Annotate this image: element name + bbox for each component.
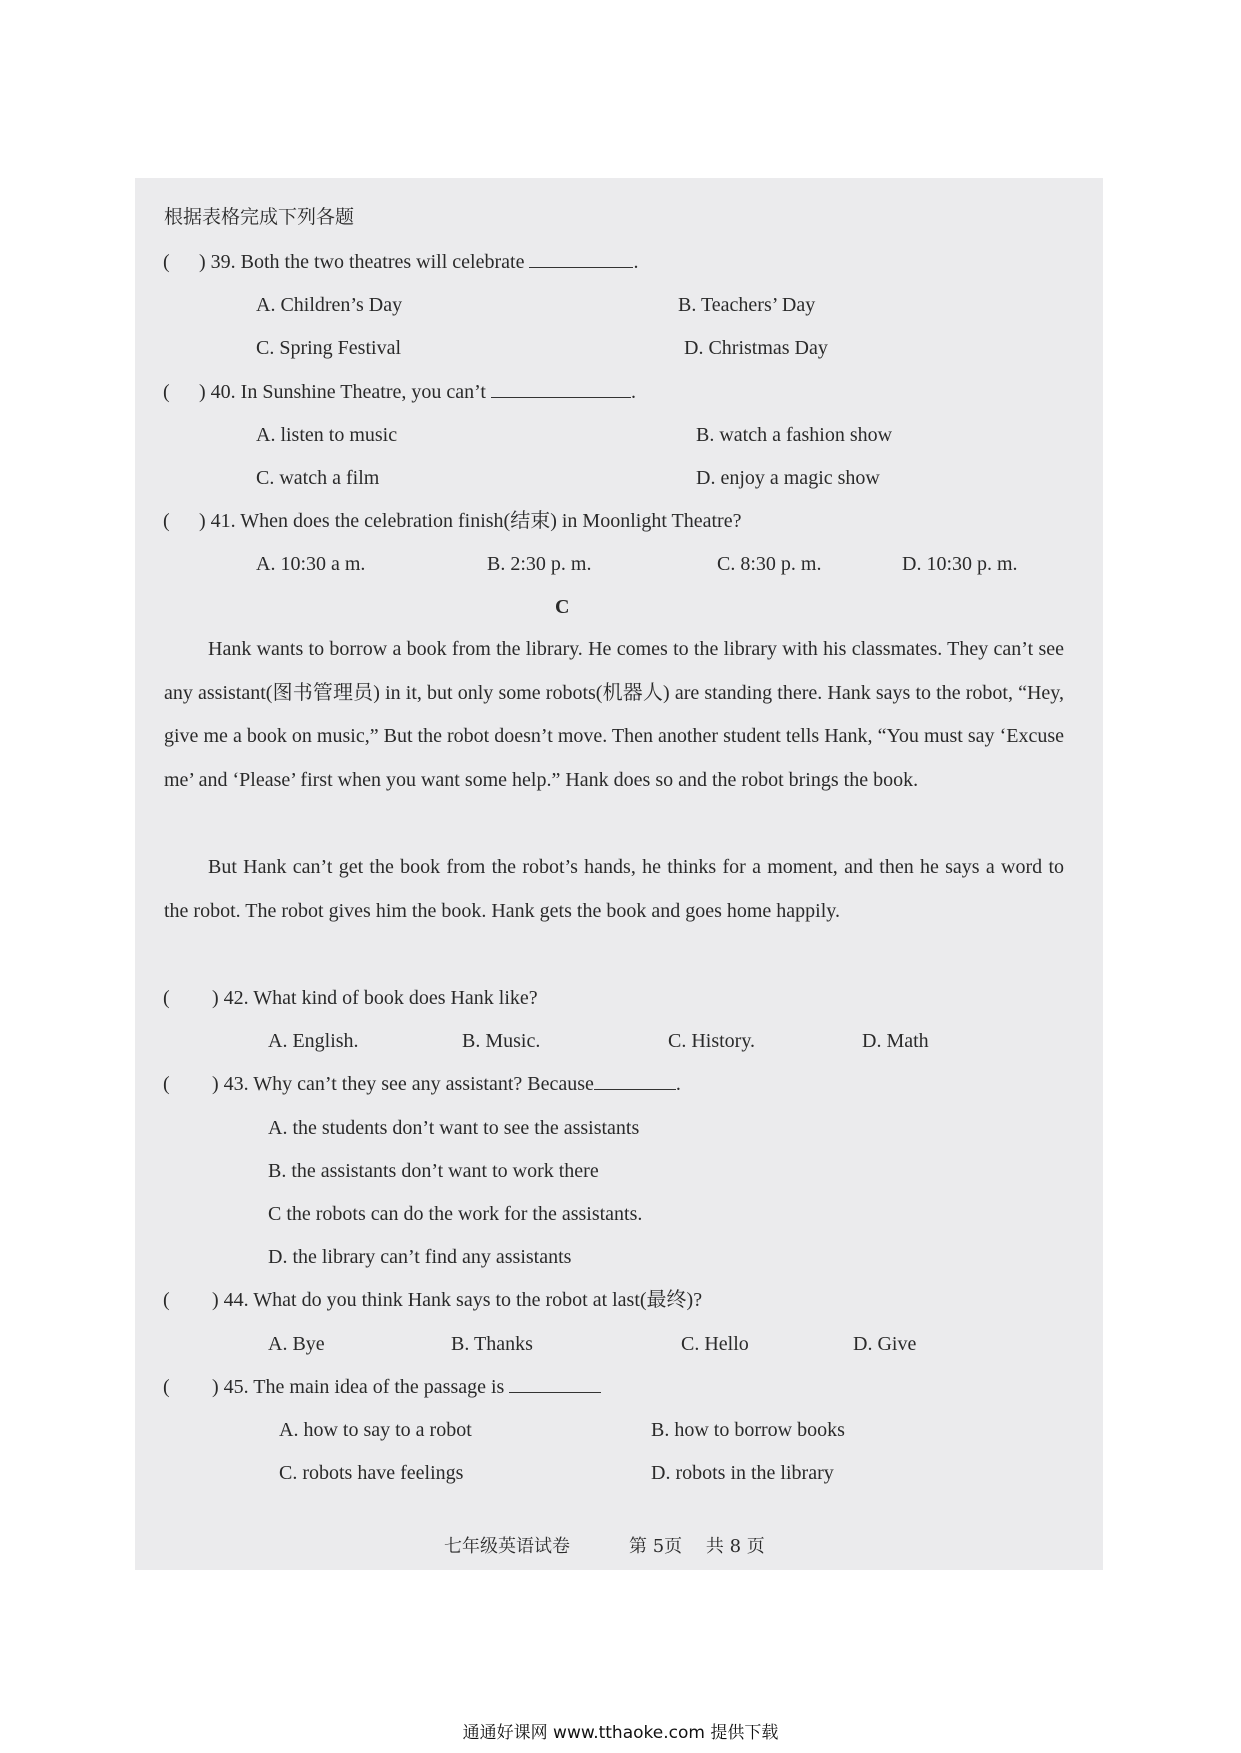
option-a: A. listen to music xyxy=(256,424,398,446)
answer-paren: ( xyxy=(163,1073,170,1095)
answer-paren: ( xyxy=(163,510,170,532)
question-stem: ) 42. What kind of book does Hank like? xyxy=(212,987,538,1009)
answer-blank[interactable] xyxy=(594,1073,676,1090)
answer-blank[interactable] xyxy=(529,251,633,268)
stem-end: . xyxy=(633,251,639,273)
option-a: A. how to say to a robot xyxy=(279,1419,472,1441)
option-b: B. Music. xyxy=(462,1030,541,1052)
stem-text: ) 45. The main idea of the passage is xyxy=(212,1376,505,1398)
passage-paragraph-1: Hank wants to borrow a book from the library. He comes to the library with his classmates. They can’t see any assistant(图书管理员) in it, but only some robots(机器人) are standing there. Hank says to the robot, “Hey, give me a book on music,” But the robot doesn’t move. Then another student tells Hank, “You must say ‘Excuse me’ and ‘Please’ first when you want some help.” Hank does so and the robot brings the book. xyxy=(164,638,1064,791)
option-d: D. 10:30 p. m. xyxy=(902,553,1018,575)
option-d: D. Math xyxy=(862,1030,929,1052)
exam-name: 七年级英语试卷 xyxy=(444,1536,570,1557)
option-c: C. watch a film xyxy=(256,467,380,489)
option-b: B. 2:30 p. m. xyxy=(487,553,592,575)
download-credit: 通通好课网 www.tthaoke.com 提供下载 xyxy=(462,1723,779,1743)
option-b: B. Thanks xyxy=(451,1333,533,1355)
option-b: B. watch a fashion show xyxy=(696,424,893,446)
answer-paren: ( xyxy=(163,1289,170,1311)
option-b: B. how to borrow books xyxy=(651,1419,845,1441)
passage-paragraph-2: But Hank can’t get the book from the robot’s hands, he thinks for a moment, and then he says a word to the robot. The robot gives him the book. Hank gets the book and goes home happily. xyxy=(164,856,1064,922)
question-stem xyxy=(212,1072,681,1096)
option-b: B. Teachers’ Day xyxy=(678,294,816,316)
stem-text: ) 43. Why can’t they see any assistant? Because xyxy=(212,1073,594,1095)
option-c: C. Hello xyxy=(681,1333,749,1355)
option-d: D. enjoy a magic show xyxy=(696,467,880,489)
option-a: A. English. xyxy=(268,1030,359,1052)
option-d: D. Christmas Day xyxy=(684,337,828,359)
option-b: B. the assistants don’t want to work there xyxy=(268,1160,599,1182)
stem-text: ) 40. In Sunshine Theatre, you can’t xyxy=(199,381,486,403)
option-a: A. Children’s Day xyxy=(256,294,403,316)
option-d: D. the library can’t find any assistants xyxy=(268,1246,572,1268)
answer-paren: ( xyxy=(163,987,170,1009)
stem-end: . xyxy=(675,1073,681,1095)
section-instruction: 根据表格完成下列各题 xyxy=(164,206,355,228)
question-stem: ) 44. What do you think Hank says to the robot at last(最终)? xyxy=(212,1289,703,1311)
question-stem: ) 41. When does the celebration finish(结束) in Moonlight Theatre? xyxy=(199,510,742,532)
answer-paren: ( xyxy=(163,251,170,273)
option-a: A. 10:30 a m. xyxy=(256,553,366,575)
question-stem xyxy=(199,380,636,404)
answer-blank[interactable] xyxy=(491,381,631,398)
option-d: D. robots in the library xyxy=(651,1462,834,1484)
page-number: 第 5页 共 8 页 xyxy=(629,1536,765,1557)
section-title: C xyxy=(555,596,570,618)
answer-paren: ( xyxy=(163,1376,170,1398)
answer-blank[interactable] xyxy=(509,1376,601,1393)
option-c: C. 8:30 p. m. xyxy=(717,553,822,575)
option-c: C. robots have feelings xyxy=(279,1462,464,1484)
option-a: A. the students don’t want to see the assistants xyxy=(268,1117,640,1139)
option-d: D. Give xyxy=(853,1333,917,1355)
option-c: C. History. xyxy=(668,1030,756,1052)
answer-paren: ( xyxy=(163,381,170,403)
question-stem xyxy=(199,250,638,274)
option-a: A. Bye xyxy=(268,1333,325,1355)
stem-text: ) 39. Both the two theatres will celebrate xyxy=(199,251,525,273)
question-stem xyxy=(212,1375,601,1399)
stem-end: . xyxy=(630,381,636,403)
option-c: C. Spring Festival xyxy=(256,337,402,359)
option-c: C the robots can do the work for the assistants. xyxy=(268,1203,643,1225)
